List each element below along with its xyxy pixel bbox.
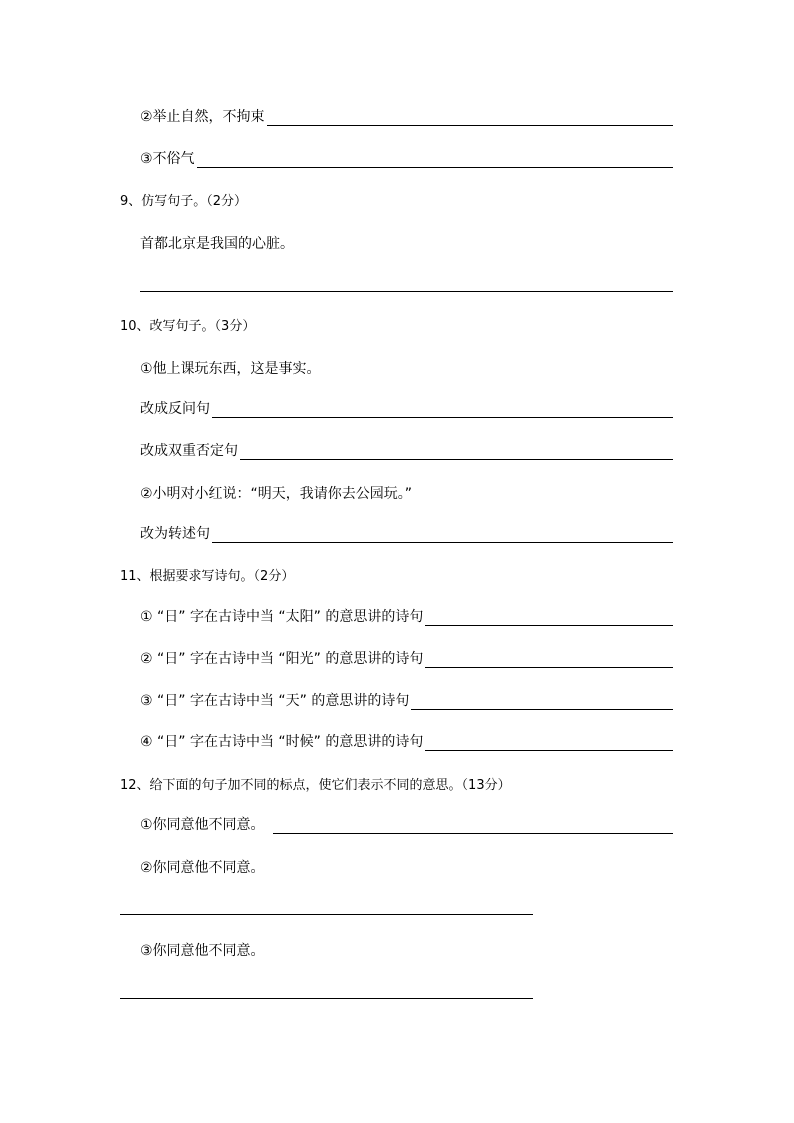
question-10-task-b xyxy=(140,438,673,460)
answer-line[interactable] xyxy=(197,153,673,168)
question-12-item-2-text: ②你同意他不同意。 xyxy=(140,860,265,876)
question-12-text: 12、给下面的句子加不同的标点，使它们表示不同的意思。（13分） xyxy=(120,778,511,793)
answer-line[interactable] xyxy=(212,403,673,418)
question-11-item-4-text: ④ “日” 字在古诗中当 “时候” 的意思讲的诗句 xyxy=(140,734,424,750)
item-b3-text: ③不俗气 xyxy=(140,151,195,167)
question-9-text: 9、仿写句子。（2分） xyxy=(120,194,248,209)
question-12-item-1-text: ①你同意他不同意。 xyxy=(140,817,265,833)
question-11-item-4 xyxy=(140,729,673,751)
item-b3 xyxy=(140,146,673,168)
question-11-item-2 xyxy=(140,646,673,668)
question-9-title xyxy=(120,189,673,211)
answer-line[interactable] xyxy=(140,291,673,292)
question-12-item-1 xyxy=(140,812,673,834)
answer-line[interactable] xyxy=(411,695,673,710)
question-10-task-a-text: 改成反问句 xyxy=(140,401,210,417)
answer-line[interactable] xyxy=(267,111,673,126)
question-12-item-2 xyxy=(140,855,673,877)
question-10-task-c-text: 改为转述句 xyxy=(140,526,210,542)
question-10-sentence-1-text: ①他上课玩东西，这是事实。 xyxy=(140,361,321,377)
question-12-item-3 xyxy=(140,938,673,960)
question-10-title xyxy=(120,314,673,336)
answer-line[interactable] xyxy=(425,736,673,751)
question-11-item-2-text: ② “日” 字在古诗中当 “阳光” 的意思讲的诗句 xyxy=(140,651,424,667)
question-10-task-c xyxy=(140,521,673,543)
question-11-item-1-text: ① “日” 字在古诗中当 “太阳” 的意思讲的诗句 xyxy=(140,609,424,625)
question-10-sentence-2 xyxy=(140,481,673,503)
question-10-task-b-text: 改成双重否定句 xyxy=(140,443,238,459)
question-10-text: 10、改写句子。（3分） xyxy=(120,319,256,334)
answer-line[interactable] xyxy=(212,528,673,543)
question-10-sentence-1 xyxy=(140,356,673,378)
answer-line[interactable] xyxy=(240,445,673,460)
question-11-item-3 xyxy=(140,688,673,710)
question-11-title xyxy=(120,564,673,586)
answer-line[interactable] xyxy=(425,611,673,626)
question-11-item-1 xyxy=(140,604,673,626)
question-11-item-3-text: ③ “日” 字在古诗中当 “天” 的意思讲的诗句 xyxy=(140,693,410,709)
item-b2 xyxy=(140,104,673,126)
answer-line[interactable] xyxy=(273,819,673,834)
answer-line[interactable] xyxy=(120,914,533,915)
question-12-item-3-text: ③你同意他不同意。 xyxy=(140,943,265,959)
answer-line[interactable] xyxy=(120,998,533,999)
question-12-title xyxy=(120,773,673,795)
answer-line[interactable] xyxy=(425,653,673,668)
question-9-example-text: 首都北京是我国的心脏。 xyxy=(140,236,294,252)
question-9-example xyxy=(140,231,673,253)
item-b2-text: ②举止自然，不拘束 xyxy=(140,109,265,125)
question-10-task-a xyxy=(140,396,673,418)
question-11-text: 11、根据要求写诗句。（2分） xyxy=(120,569,295,584)
question-10-sentence-2-text: ②小明对小红说：“明天，我请你去公园玩。” xyxy=(140,486,413,502)
